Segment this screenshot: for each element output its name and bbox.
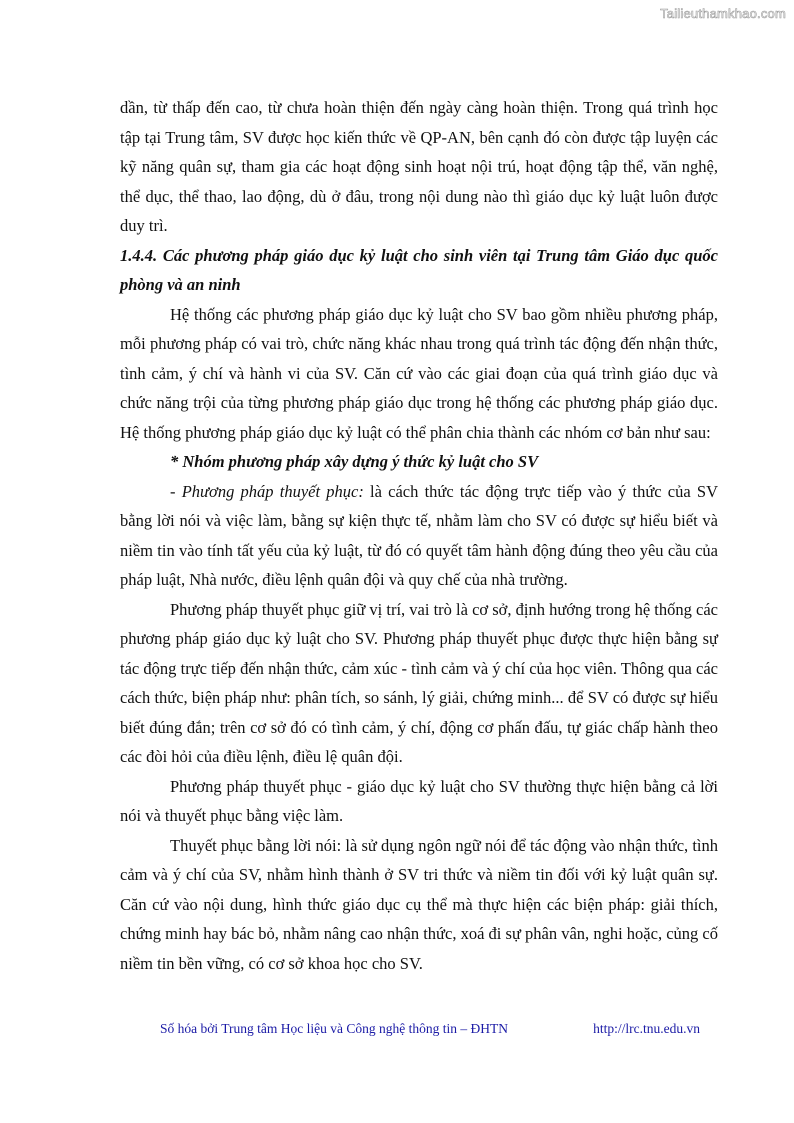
paragraph-persuasion-definition — [120, 477, 718, 595]
watermark: Tailieuthamkhao.com — [660, 6, 786, 21]
page-footer — [160, 1021, 700, 1037]
subsection-heading: * Nhóm phương pháp xây dựng ý thức kỷ luật cho SV — [170, 452, 539, 471]
paragraph-continuation: dần, từ thấp đến cao, từ chưa hoàn thiện đến ngày càng hoàn thiện. Trong quá trình học tập tại Trung tâm, SV được học kiến thức về QP-AN, bên cạnh đó còn được tập luyện các kỹ năng quân sự, tham gia các hoạt động sinh hoạt nội trú, hoạt động tập thể, văn nghệ, thể dục, thể thao, lao động, dù ở đâu, trong nội dung nào thì giáo dục kỷ luật luôn được duy trì. — [120, 98, 718, 235]
paragraph-verbal-persuasion: Thuyết phục bằng lời nói: là sử dụng ngôn ngữ nói để tác động vào nhận thức, tình cảm và ý chí của SV, nhằm hình thành ở SV tri thức và niềm tin đối với kỷ luật quân sự. Căn cứ vào nội dung, hình thức giáo dục cụ thể mà thực hiện các biện pháp: giải thích, chứng minh hay bác bỏ, nhằm nâng cao nhận thức, xoá đi sự phân vân, nghi hoặc, củng cố niềm tin bền vững, có cơ sở khoa học cho SV. — [120, 835, 718, 973]
footer-url: http://lrc.tnu.edu.vn — [593, 1021, 700, 1036]
section-heading: 1.4.4. Các phương pháp giáo dục kỷ luật cho sinh viên tại Trung tâm Giáo dục quốc phòng và an ninh — [120, 245, 718, 294]
persuasion-label: - Phương pháp thuyết phục: — [170, 481, 364, 501]
footer-credit: Số hóa bởi Trung tâm Học liệu và Công nghệ thông tin – ĐHTN — [160, 1021, 509, 1036]
paragraph-persuasion-means: Phương pháp thuyết phục - giáo dục kỷ luật cho SV thường thực hiện bằng cả lời nói và thuyết phục bằng việc làm. — [120, 776, 718, 825]
document-body — [120, 93, 718, 978]
paragraph-persuasion-role: Phương pháp thuyết phục giữ vị trí, vai trò là cơ sở, định hướng trong hệ thống các phương pháp giáo dục kỷ luật cho SV. Phương pháp thuyết phục được thực hiện bằng sự tác động trực tiếp đến nhận thức, cảm xúc - tình cảm và ý chí của học viên. Thông qua các cách thức, biện pháp như: phân tích, so sánh, lý giải, chứng minh... để SV có được sự hiểu biết đúng đắn; trên cơ sở đó có tình cảm, ý chí, động cơ phấn đấu, tự giác chấp hành theo các đòi hỏi của điều lệnh, điều lệ quân đội. — [120, 599, 718, 766]
paragraph-methods-system: Hệ thống các phương pháp giáo dục kỷ luật cho SV bao gồm nhiều phương pháp, mỗi phương pháp có vai trò, chức năng khác nhau trong quá trình tác động đến nhận thức, tình cảm, ý chí và hành vi của SV. Căn cứ vào các giai đoạn của quá trình giáo dục và chức năng trội của từng phương pháp giáo dục trong hệ thống các phương pháp giáo dục. Hệ thống phương pháp giáo dục kỷ luật có thể phân chia thành các nhóm cơ bản như sau: — [120, 304, 718, 442]
persuasion-text: là cách thức tác động trực tiếp vào ý thức của SV bằng lời nói và việc làm, bằng sự kiện thực tế, nhằm làm cho SV có được sự hiểu biết và niềm tin vào tính tất yếu của kỷ luật, từ đó có quyết tâm hành động đúng theo yêu cầu của pháp luật, Nhà nước, điều lệnh quân đội và quy chế của nhà trường. — [120, 481, 719, 589]
